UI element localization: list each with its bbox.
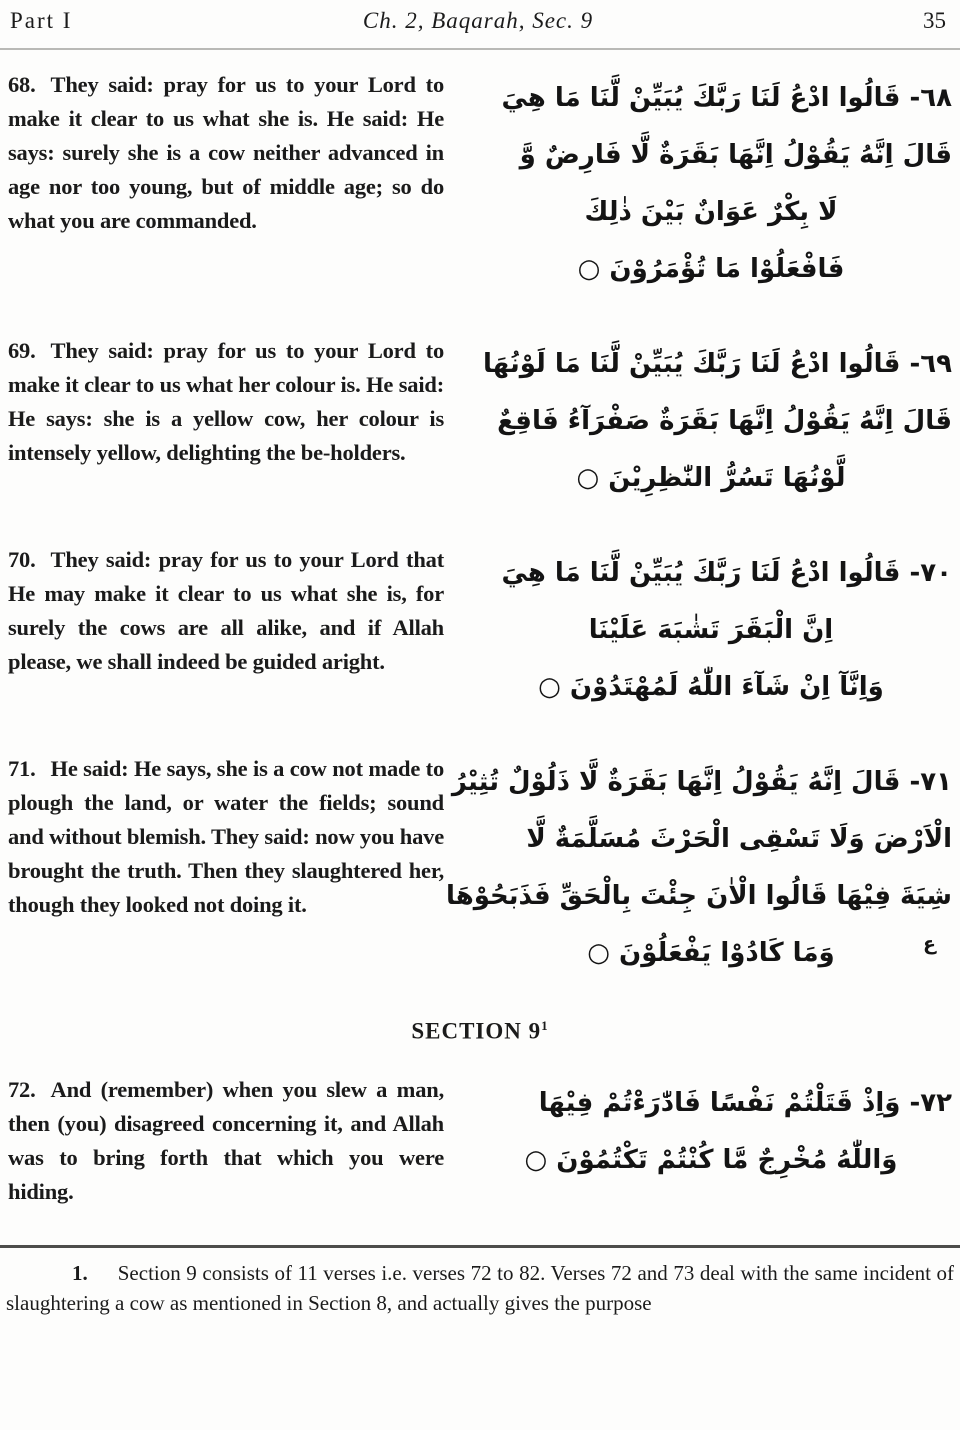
- footnote-text: Section 9 consists of 11 verses i.e. verses 72 to 82. Verses 72 and 73 deal with the same incident of slaughtering a cow as mentioned in Section 8, and actually gives the purpose: [6, 1260, 954, 1315]
- verse-68-arabic-line: ٦٨- قَالُوا ادْعُ لَنَا رَبَّكَ يُبَيِّنْ لَّنَا مَا هِيَ: [501, 83, 952, 113]
- verse-70-english: [8, 543, 444, 679]
- footnote: [0, 1258, 960, 1318]
- verse-68-arabic-column: [444, 68, 952, 298]
- verse-72-arabic-line: ٧٢- وَاِذْ قَتَلْتُمْ نَفْسًا فَادّٰرَءْتُمْ فِيْهَا: [538, 1087, 952, 1118]
- verse-72-arabic-line: وَاللّٰهُ مُخْرِجٌ مَّا كُنْتُمْ تَكْتُمُوْنَ ○: [524, 1144, 898, 1175]
- footnote-paragraph: [6, 1258, 954, 1318]
- verse-69-arabic-line: قَالَ اِنَّهُ يَقُوْلُ اِنَّهَا بَقَرَةٌ صَفْرَآءُ فَاقِعٌ: [497, 406, 952, 436]
- verse-70-arabic-column: [444, 543, 952, 716]
- verse-72-english: [8, 1073, 444, 1209]
- verse-row-68: [8, 68, 952, 298]
- section-heading: [8, 1018, 952, 1045]
- verse-69-number: 69.: [8, 338, 36, 363]
- verse-71-arabic-line: ٧١- قَالَ اِنَّهُ يَقُوْلُ اِنَّهَا بَقَرَةٌ لَّا ذَلُوْلٌ تُثِيْرُ: [451, 767, 952, 797]
- ruku-marker: ع: [923, 933, 936, 955]
- part-label: Part I: [10, 8, 73, 33]
- verse-68-english: [8, 68, 444, 238]
- verse-71-arabic-column: [444, 752, 952, 982]
- verse-72-english-column: [8, 1073, 444, 1209]
- verse-68-arabic-line: لَا بِكْرٌ عَوَانٌ بَيْنَ ذٰلِكَ: [584, 197, 838, 227]
- running-header: [0, 0, 960, 40]
- verse-69-arabic-line: لَّوْنُهَا تَسُرُّ النّٰظِرِيْنَ ○: [576, 463, 846, 493]
- verse-71-arabic-line: [470, 925, 952, 982]
- verse-72-arabic-column: [444, 1073, 952, 1209]
- verse-row-70: [8, 543, 952, 716]
- verse-72-translation: And (remember) when you slew a man, then (you) disagreed concerning it, and Allah was to bring forth that which you were hiding.: [8, 1076, 444, 1204]
- footnote-rule: [0, 1245, 960, 1248]
- section-heading-text: SECTION 9: [411, 1018, 542, 1044]
- verse-71-arabic-line: شِيَةَ فِيْهَا قَالُوا الْاٰنَ جِئْتَ بِالْحَقِّ فَذَبَحُوْهَا: [445, 881, 952, 911]
- verse-69-english-column: [8, 334, 444, 507]
- verse-69-arabic-line: ٦٩- قَالُوا ادْعُ لَنَا رَبَّكَ يُبَيِّنْ لَّنَا مَا لَوْنُهَا: [483, 349, 952, 379]
- verse-70-translation: They said: pray for us to your Lord that He may make it clear to us what she is, for surely the cows are all alike, and if Allah please, we shall indeed be guided aright.: [8, 547, 444, 674]
- verse-69-arabic-column: [444, 334, 952, 507]
- page-number: 35: [923, 8, 946, 33]
- verse-71-arabic-last-line: وَمَا كَادُوْا يَفْعَلُوْنَ ○: [587, 938, 835, 968]
- verse-68-number: 68.: [8, 72, 36, 97]
- verse-68-arabic-line: قَالَ اِنَّهُ يَقُوْلُ اِنَّهَا بَقَرَةٌ لَّا فَارِضٌ وَّ: [519, 140, 952, 170]
- verse-70-arabic-line: ٧٠- قَالُوا ادْعُ لَنَا رَبَّكَ يُبَيِّنْ لَّنَا مَا هِيَ: [501, 558, 952, 588]
- verse-71-arabic-line: الْاَرْضَ وَلَا تَسْقِى الْحَرْثَ مُسَلَّمَةٌ لَّا: [526, 824, 952, 854]
- footnote-number: 1.: [72, 1260, 88, 1285]
- verse-69-translation: They said: pray for us to your Lord to make it clear to us what her colour is. He said: He says: she is a yellow cow, her colour is intensely yellow, delighting the be-holders.: [8, 338, 444, 465]
- verse-row-71: [8, 752, 952, 982]
- verse-72-number: 72.: [8, 1076, 36, 1102]
- chapter-title: Ch. 2, Baqarah, Sec. 9: [362, 8, 594, 33]
- verse-row-72: [8, 1073, 952, 1209]
- verse-row-69: [8, 334, 952, 507]
- verse-71-translation: He said: He says, she is a cow not made to plough the land, or water the fields; sound and without blemish. They said: now you have brought the truth. Then they slaughtered her, though they looked not doing it.: [8, 756, 444, 917]
- verse-71-english-column: [8, 752, 444, 982]
- verse-70-number: 70.: [8, 547, 36, 572]
- verse-71-number: 71.: [8, 756, 36, 781]
- verse-68-arabic-line: فَافْعَلُوْا مَا تُؤْمَرُوْنَ ○: [577, 254, 845, 284]
- verse-71-english: [8, 752, 444, 922]
- verses-area: [0, 50, 960, 1209]
- verse-68-english-column: [8, 68, 444, 298]
- verse-70-arabic-line: وَاِنَّآ اِنْ شَآءَ اللّٰهُ لَمُهْتَدُوْنَ ○: [538, 672, 884, 702]
- verse-70-arabic-line: اِنَّ الْبَقَرَ تَشٰبَهَ عَلَيْنَا: [588, 615, 834, 645]
- section-footnote-ref: 1: [541, 1018, 549, 1033]
- verse-69-english: [8, 334, 444, 470]
- verse-70-english-column: [8, 543, 444, 716]
- verse-68-translation: They said: pray for us to your Lord to make it clear to us what she is. He said: He says: surely she is a cow neither advanced in age nor too young, but of middle age; so do what you are commanded.: [8, 72, 444, 233]
